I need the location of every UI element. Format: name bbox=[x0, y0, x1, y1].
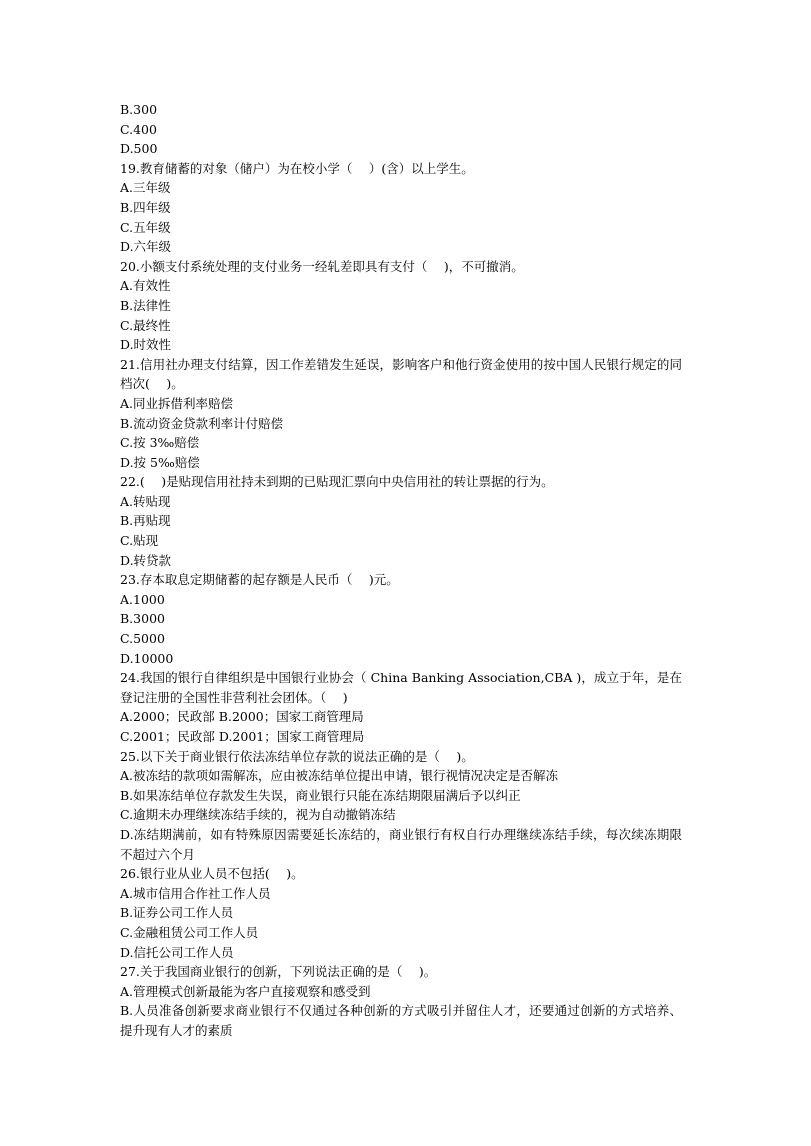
option-d-q18: D.500 bbox=[120, 141, 158, 157]
option-d-q25: D.冻结期满前，如有特殊原因需要延长冻结的，商业银行有权自行办理继续冻结手续，每次续冻期限不超过六个月 bbox=[120, 826, 682, 862]
option-c-q20: C.最终性 bbox=[120, 317, 171, 333]
option-d-q21: D.按 5‰赔偿 bbox=[120, 454, 200, 470]
question-24: 24.我国的银行自律组织是中国银行业协会（ China Banking Association,CBA )，成立于年，是在登记注册的全国性非营利社会团体。（ ) bbox=[120, 670, 682, 705]
option-c-q23: C.5000 bbox=[120, 631, 165, 647]
option-a-q27: A.管理模式创新最能为客户直接观察和感受到 bbox=[120, 983, 371, 999]
option-c-q18: C.400 bbox=[120, 121, 157, 137]
option-a-q19: A.三年级 bbox=[120, 180, 171, 196]
option-c-q25: C.逾期未办理继续冻结手续的，视为自动撤销冻结 bbox=[120, 807, 396, 823]
question-20: 20.小额支付系统处理的支付业务一经轧差即具有支付（ )，不可撤消。 bbox=[120, 258, 524, 274]
option-c-q19: C.五年级 bbox=[120, 219, 171, 235]
option-b-q21: B.流动资金贷款利率计付赔偿 bbox=[120, 415, 284, 431]
option-b-q19: B.四年级 bbox=[120, 199, 171, 215]
option-d-q19: D.六年级 bbox=[120, 239, 172, 255]
option-a-q21: A.同业拆借利率赔偿 bbox=[120, 395, 234, 411]
option-a-q25: A.被冻结的款项如需解冻，应由被冻结单位提出申请，银行视情况决定是否解冻 bbox=[120, 768, 559, 784]
question-19: 19.教育储蓄的对象（储户）为在校小学（ ）(含）以上学生。 bbox=[120, 160, 474, 176]
option-d-q20: D.时效性 bbox=[120, 337, 172, 353]
option-b-q25: B.如果冻结单位存款发生失误，商业银行只能在冻结期限届满后予以纠正 bbox=[120, 787, 521, 803]
option-a-q23: A.1000 bbox=[120, 591, 165, 607]
option-b-q22: B.再贴现 bbox=[120, 513, 171, 529]
option-d-q22: D.转贷款 bbox=[120, 552, 172, 568]
option-d-q26: D.信托公司工作人员 bbox=[120, 944, 234, 960]
option-a-q26: A.城市信用合作社工作人员 bbox=[120, 885, 271, 901]
option-c-q26: C.金融租赁公司工作人员 bbox=[120, 924, 259, 940]
options-cd-q24: C.2001；民政部 D.2001；国家工商管理局 bbox=[120, 729, 365, 744]
question-text-block bbox=[120, 100, 682, 1041]
option-c-q21: C.按 3‰赔偿 bbox=[120, 435, 200, 451]
option-b-q27: B.人员准备创新要求商业银行不仅通过各种创新的方式吸引并留住人才，还要通过创新的方式培养、提升现有人才的素质 bbox=[120, 1003, 682, 1038]
options-ab-q24: A.2000；民政部 B.2000；国家工商管理局 bbox=[120, 709, 364, 725]
option-c-q22: C.贴现 bbox=[120, 533, 159, 549]
option-a-q20: A.有效性 bbox=[120, 278, 171, 294]
question-26: 26.银行业从业人员不包括( )。 bbox=[120, 866, 304, 882]
question-27: 27.关于我国商业银行的创新，下列说法正确的是（ )。 bbox=[120, 964, 437, 980]
option-a-q22: A.转贴现 bbox=[120, 493, 171, 509]
option-d-q23: D.10000 bbox=[120, 650, 174, 666]
question-22: 22.( )是贴现信用社持未到期的已贴现汇票向中央信用社的转让票据的行为。 bbox=[120, 474, 554, 490]
option-b-q18: B.300 bbox=[120, 102, 158, 117]
option-b-q26: B.证券公司工作人员 bbox=[120, 905, 234, 921]
question-25: 25.以下关于商业银行依法冻结单位存款的说法正确的是（ )。 bbox=[120, 748, 474, 764]
option-b-q23: B.3000 bbox=[120, 611, 165, 627]
question-21: 21.信用社办理支付结算，因工作差错发生延误，影响客户和他行资金使用的按中国人民银行规定的同档次( )。 bbox=[120, 356, 682, 392]
question-23: 23.存本取息定期储蓄的起存额是人民币（ )元。 bbox=[120, 572, 399, 588]
option-b-q20: B.法律性 bbox=[120, 297, 171, 313]
